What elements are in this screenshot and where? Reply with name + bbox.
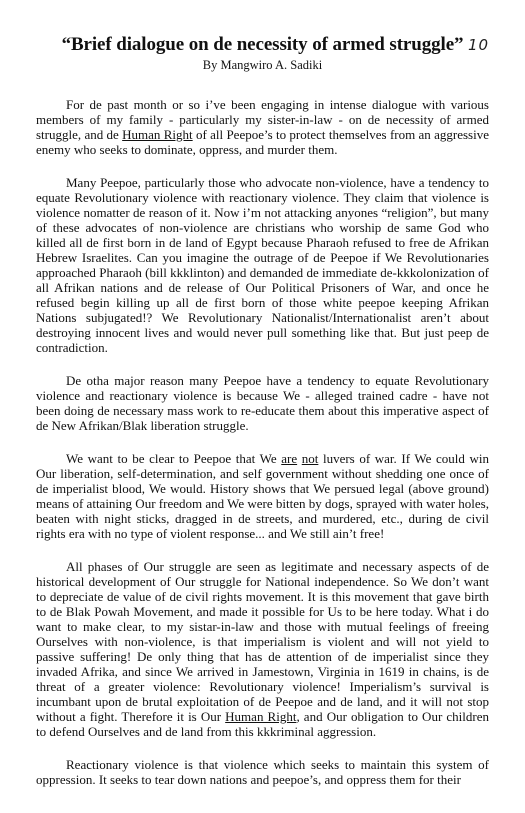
paragraph-5-text-b: , and Our obligation to Our children to defend Ourselves and de land from this kkkriminal aggression. [36,709,489,739]
paragraph-4-underline-not: not [301,451,319,466]
paragraph-1-underline-human-right: Human Right [122,127,193,142]
paragraph-5 [36,559,489,739]
paragraph-4-text-a: We want to be clear to Peepoe that We [66,451,282,466]
article-title: “Brief dialogue on de necessity of armed struggle” [61,34,464,55]
article-byline: By Mangwiro A. Sadiki [202,58,323,72]
page-number: 10 [468,36,490,54]
paragraph-1 [36,97,489,157]
paragraph-1-text-a: For de past month or so i’ve been engaging in intense dialogue with various members of my family - particularly my sister-in-law - on de necessity of armed struggle, and de [36,97,489,142]
paragraph-6: Reactionary violence is that violence which seeks to maintain this system of oppression. It seeks to tear down nations and peepoe’s, and oppress them for their [36,757,489,787]
paragraph-4-text-b: luvers of war. If We could win Our liberation, self-determination, and self government without shedding one once of de imperialist blood, We would. History shows that We persued legal (above ground) means of attaining Our freedom and We were bitten by dogs, sprayed with water holes, beaten with night sticks, dragged in de streets, and murdered, etc., during de civil rights era with no type of violent response... and We still ain’t free! [36,451,490,541]
paragraph-1-text-b: of all Peepoe’s to protect themselves from an aggressive enemy who seeks to dominate, oppress, and murder them. [36,127,489,157]
paragraph-5-underline-human-right: Human Right [225,709,297,724]
paragraph-2: Many Peepoe, particularly those who advocate non-violence, have a tendency to equate Revolutionary violence with reactionary violence. They claim that violence is violence nomatter de reason of it. Now i’m not attacking anyones “religion”, but many of these advocates of non-violence are christians who worship de same God who killed all de first born in de land of Egypt because Pharaoh refused to free de Afrikan Hebrew Israelites. Can you imagine the outrage of de Peepoe if We Revolutionaries approached Pharaoh (bill kkklinton) and demanded de immediate de-kkkolonization of all Afrikan nations and de release of Our Political Prisoners of War, and once he refused begin killing up all de first born of those white peepoe keeping Afrikan Nations subjugated!? We Revolutionary Nationalist/Internationalist aren’t about destroying innocent lives and would never pull something like that. But just peep de contradiction. [36,175,489,355]
paragraph-3: De otha major reason many Peepoe have a tendency to equate Revolutionary violence and reactionary violence is because We - alleged trained cadre - have not been doing de necessary mass work to re-educate them about this imperative aspect of de New Afrikan/Blak liberation struggle. [36,373,489,433]
paragraph-4 [36,451,489,541]
paragraph-4-underline-are: are [281,451,298,466]
paragraph-5-text-a: All phases of Our struggle are seen as legitimate and necessary aspects of de historical development of Our struggle for National independence. So We don’t want to depreciate de value of de civil rights movement. It is this movement that gave birth to de Blak Powah Movement, and made it possible for Us to be here today. What i do want to make clear, to my sistar-in-law and those with mutual feelings of freeing Ourselves with non-violence, is that imperialism is violent and will not yield to passive suffering! De only thing that has de attention of de imperialist since they invaded Afrika, and since We arrived in Jamestown, Virginia in 1619 in chains, is de threat of a greater violence: Revolutionary violence! Imperialism’s survival is incumbant upon de brutal exploitation of de Peepoe and de land, and it will not stop without a fight. Therefore it is Our [36,559,489,724]
